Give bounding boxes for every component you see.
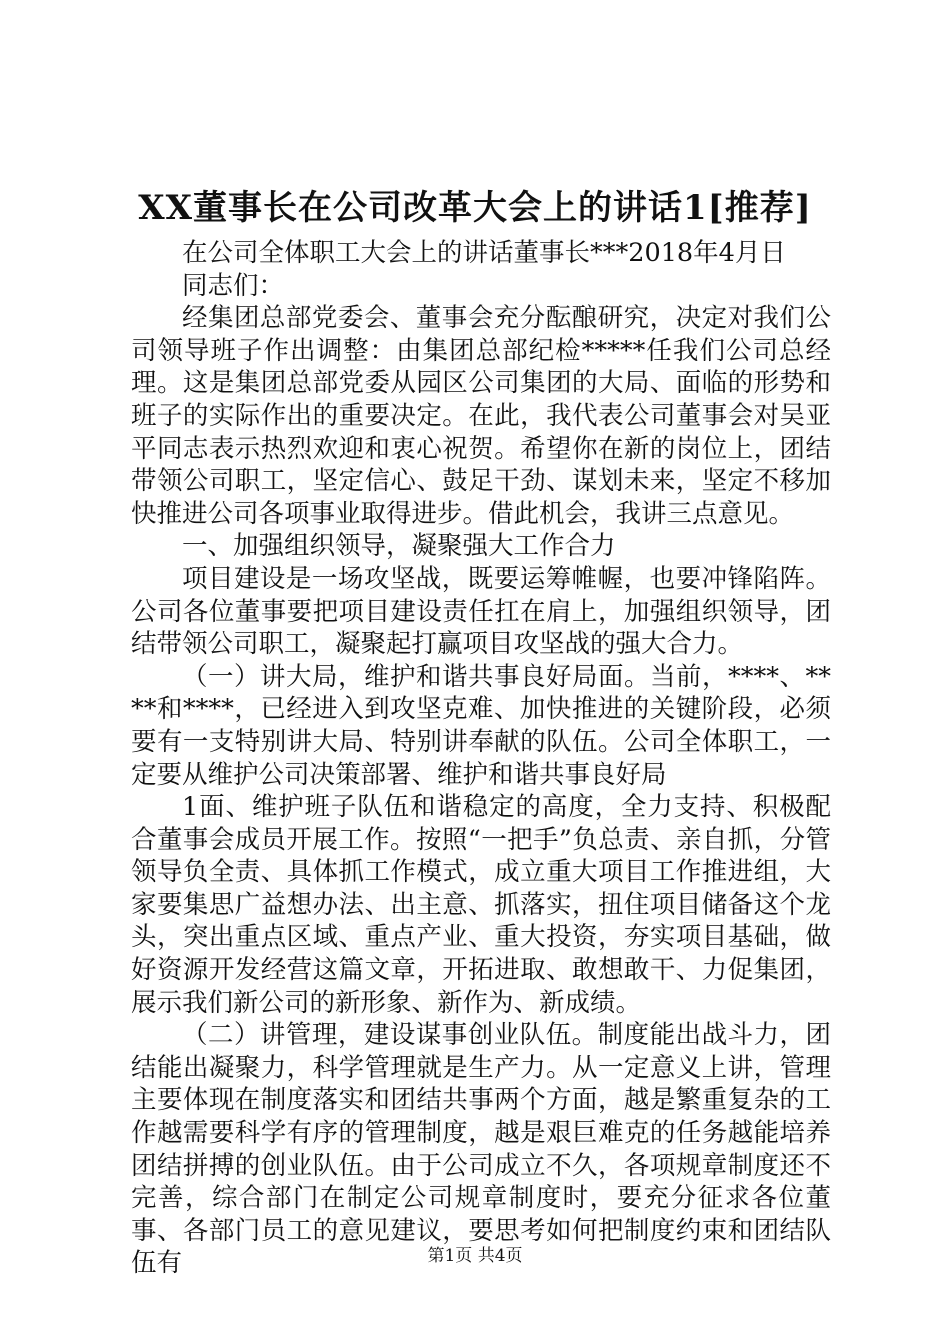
paragraph-project: 项目建设是一场攻坚战，既要运筹帷幄，也要冲锋陷阵。公司各位董事要把项目建设责任扛在肩上，加强组织领导，团结带领公司职工，凝聚起打赢项目攻坚战的强大合力。 (131, 563, 831, 660)
paragraph-point-2: （二）讲管理，建设谋事创业队伍。制度能出战斗力，团结能出凝聚力，科学管理就是生产力。从一定意义上讲，管理主要体现在制度落实和团结共事两个方面，越是繁重复杂的工作越需要科学有序的管理制度，越是艰巨难克的任务越能培养团结拼搏的创业队伍。由于公司成立不久，各项规章制度还不完善，综合部门在制定公司规章制度时，要充分征求各位董事、各部门员工的意见建议，要思考如何把制度约束和团结队伍有 (131, 1020, 831, 1279)
speech-header-line: 在公司全体职工大会上的讲话董事长***2018年4月日 (182, 238, 786, 268)
document-title: XX董事长在公司改革大会上的讲话1[推荐] (138, 188, 812, 228)
paragraph-point-1-continued: 1面、维护班子队伍和谐稳定的高度，全力支持、积极配合董事会成员开展工作。按照“一把手”负总责、亲自抓，分管领导负全责、具体抓工作模式，成立重大项目工作推进组，大家要集思广益想办法、出主意、抓落实，扭住项目储备这个龙头，突出重点区域、重点产业、重大投资，夯实项目基础，做好资源开发经营这篇文章，开拓进取、敢想敢干、力促集团，展示我们新公司的新形象、新作为、新成绩。 (131, 792, 831, 1018)
paragraph-intro: 经集团总部党委会、董事会充分酝酿研究，决定对我们公司领导班子作出调整：由集团总部纪检*****任我们公司总经理。这是集团总部党委从园区公司集团的大局、面临的形势和班子的实际作出的重要决定。在此，我代表公司董事会对吴亚平同志表示热烈欢迎和衷心祝贺。希望你在新的岗位上，团结带领公司职工，坚定信心、鼓足干劲、谋划未来，坚定不移加快推进公司各项事业取得进步。借此机会，我讲三点意见。 (131, 303, 831, 529)
section-heading-1: 一、加强组织领导，凝聚强大工作合力 (182, 531, 616, 562)
document-body (131, 237, 831, 1280)
salutation: 同志们： (182, 270, 285, 301)
page-footer: 第1页 共4页 (427, 1246, 523, 1266)
paragraph-point-1: （一）讲大局，维护和谐共事良好局面。当前，****、****和****，已经进入到攻坚克难、加快推进的关键阶段，必须要有一支特别讲大局、特别讲奉献的队伍。公司全体职工，一定要从维护公司决策部署、维护和谐共事良好局 (131, 661, 831, 790)
